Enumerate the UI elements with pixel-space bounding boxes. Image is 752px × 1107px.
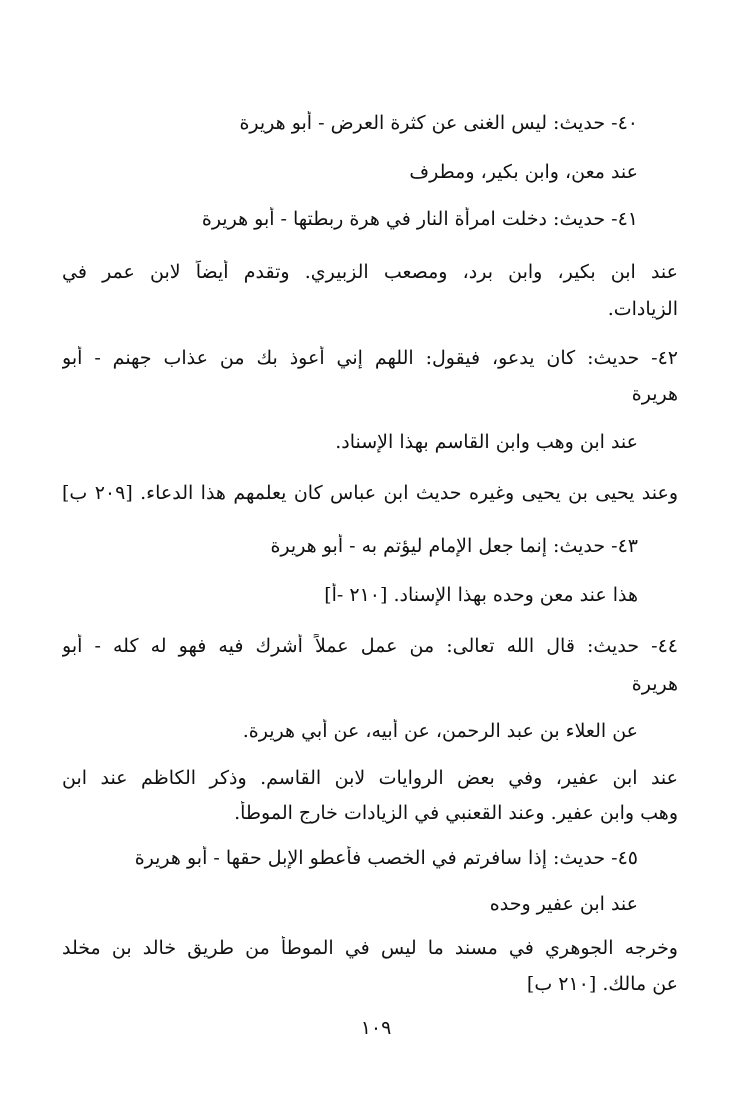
hadith-45-note-line-1: وخرجه الجوهري في مسند ما ليس في الموطأ من طريق خالد بن مخلد — [62, 937, 678, 959]
hadith-42-heading-line-1: ٤٢- حديث: كان يدعو، فيقول: اللهم إني أعوذ بك من عذاب جهنم - أبو — [62, 347, 678, 369]
hadith-45-narrators: عند ابن عفير وحده — [489, 893, 638, 915]
hadith-45-note-line-2: عن مالك. [٢١٠ ب] — [526, 973, 678, 995]
hadith-44-chain: عن العلاء بن عبد الرحمن، عن أبيه، عن أبي هريرة. — [242, 720, 638, 742]
hadith-42-note: وعند يحيى بن يحيى وغيره حديث ابن عباس كان يعلمهم هذا الدعاء. [٢٠٩ ب] — [62, 482, 678, 504]
hadith-44-heading-line-2: هريرة — [631, 673, 678, 695]
hadith-40-heading: ٤٠- حديث: ليس الغنى عن كثرة العرض - أبو هريرة — [239, 112, 638, 134]
hadith-41-heading: ٤١- حديث: دخلت امرأة النار في هرة ربطتها - أبو هريرة — [201, 208, 638, 230]
hadith-44-heading-line-1: ٤٤- حديث: قال الله تعالى: من عمل عملاً أشرك فيه فهو له كله - أبو — [62, 635, 678, 657]
page-number: ١٠٩ — [360, 1017, 392, 1039]
hadith-41-narrators-line-2: الزيادات. — [607, 298, 678, 320]
hadith-41-narrators-line-1: عند ابن بكير، وابن برد، ومصعب الزبيري. وتقدم أيضاً لابن عمر في — [62, 261, 678, 283]
hadith-44-narrators-line-1: عند ابن عفير، وفي بعض الروايات لابن القاسم. وذكر الكاظم عند ابن — [62, 767, 678, 789]
hadith-42-heading-line-2: هريرة — [631, 383, 678, 405]
hadith-42-narrators: عند ابن وهب وابن القاسم بهذا الإسناد. — [335, 431, 638, 453]
hadith-44-narrators-line-2: وهب وابن عفير. وعند القعنبي في الزيادات خارج الموطأ. — [234, 802, 678, 824]
hadith-43-heading: ٤٣- حديث: إنما جعل الإمام ليؤتم به - أبو هريرة — [270, 535, 638, 557]
hadith-40-narrators: عند معن، وابن بكير، ومطرف — [409, 161, 638, 183]
hadith-43-narrators: هذا عند معن وحده بهذا الإسناد. [٢١٠ -أ] — [324, 584, 638, 606]
hadith-45-heading: ٤٥- حديث: إذا سافرتم في الخصب فأعطو الإبل حقها - أبو هريرة — [134, 847, 638, 869]
